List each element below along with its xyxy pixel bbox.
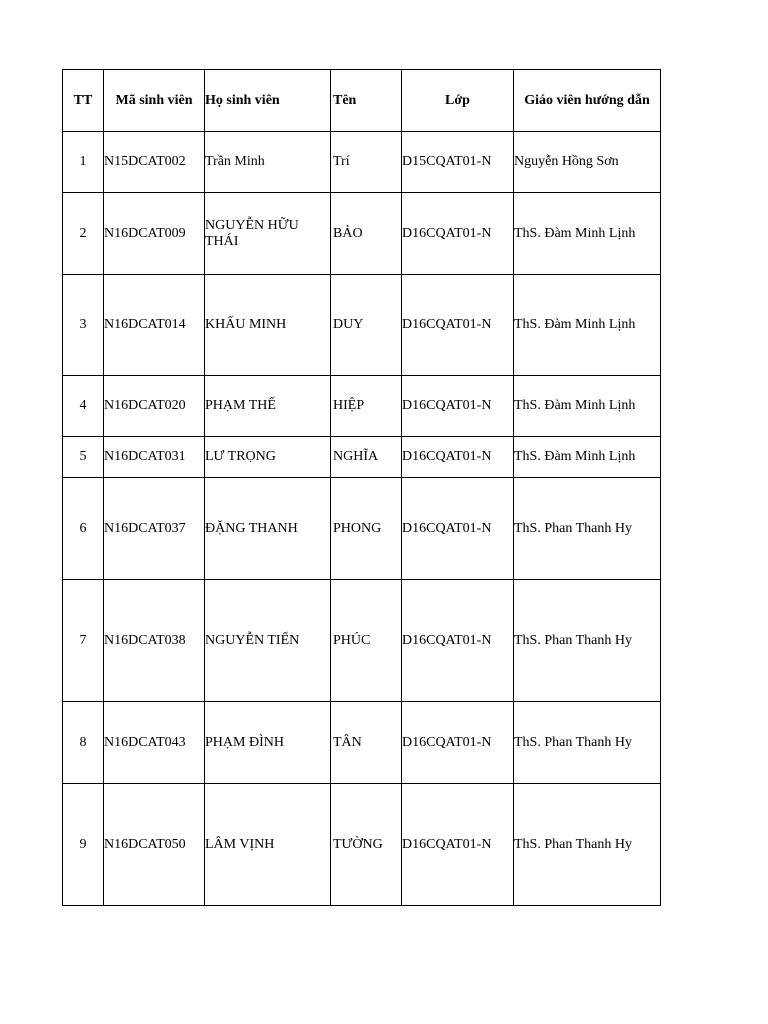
cell-tt: 8 [63, 702, 104, 784]
cell-last-name: PHẠM THẾ [205, 376, 331, 437]
cell-tt: 2 [63, 193, 104, 275]
header-advisor: Giáo viên hướng dẫn [514, 70, 661, 132]
table-row [63, 478, 661, 580]
table-row [63, 193, 661, 275]
table-row [63, 376, 661, 437]
cell-class: D16CQAT01-N [402, 275, 514, 376]
cell-first-name: TÂN [331, 702, 402, 784]
cell-first-name: HIỆP [331, 376, 402, 437]
table-row [63, 132, 661, 193]
cell-student-id: N16DCAT043 [104, 702, 205, 784]
cell-first-name: DUY [331, 275, 402, 376]
cell-class: D16CQAT01-N [402, 784, 514, 906]
cell-last-name: NGUYỄN TIẾN [205, 580, 331, 702]
cell-last-name: LÂM VỊNH [205, 784, 331, 906]
table-header-row [63, 70, 661, 132]
cell-last-name: NGUYỄN HỮU THÁI [205, 193, 331, 275]
cell-tt: 7 [63, 580, 104, 702]
student-advisor-table [62, 69, 661, 906]
cell-tt: 1 [63, 132, 104, 193]
cell-last-name: Trần Minh [205, 132, 331, 193]
table-row [63, 275, 661, 376]
cell-advisor: ThS. Phan Thanh Hy [514, 580, 661, 702]
table-row [63, 702, 661, 784]
cell-advisor: ThS. Đàm Minh Lịnh [514, 437, 661, 478]
cell-class: D16CQAT01-N [402, 376, 514, 437]
cell-last-name: KHẤU MINH [205, 275, 331, 376]
cell-tt: 5 [63, 437, 104, 478]
cell-tt: 4 [63, 376, 104, 437]
cell-student-id: N16DCAT038 [104, 580, 205, 702]
cell-student-id: N15DCAT002 [104, 132, 205, 193]
table-row [63, 437, 661, 478]
cell-advisor: ThS. Phan Thanh Hy [514, 784, 661, 906]
cell-first-name: Trí [331, 132, 402, 193]
cell-student-id: N16DCAT037 [104, 478, 205, 580]
cell-first-name: PHONG [331, 478, 402, 580]
cell-last-name: ĐẶNG THANH [205, 478, 331, 580]
cell-tt: 3 [63, 275, 104, 376]
cell-class: D16CQAT01-N [402, 478, 514, 580]
cell-student-id: N16DCAT050 [104, 784, 205, 906]
cell-first-name: PHÚC [331, 580, 402, 702]
cell-student-id: N16DCAT020 [104, 376, 205, 437]
header-first-name: Tên [331, 70, 402, 132]
cell-last-name: PHẠM ĐÌNH [205, 702, 331, 784]
cell-class: D16CQAT01-N [402, 580, 514, 702]
cell-advisor: ThS. Đàm Minh Lịnh [514, 275, 661, 376]
table-row [63, 580, 661, 702]
cell-student-id: N16DCAT014 [104, 275, 205, 376]
header-student-id: Mã sinh viên [104, 70, 205, 132]
cell-tt: 6 [63, 478, 104, 580]
cell-first-name: NGHĨA [331, 437, 402, 478]
cell-class: D15CQAT01-N [402, 132, 514, 193]
cell-class: D16CQAT01-N [402, 702, 514, 784]
cell-class: D16CQAT01-N [402, 193, 514, 275]
cell-advisor: ThS. Đàm Minh Lịnh [514, 376, 661, 437]
header-class: Lớp [402, 70, 514, 132]
cell-advisor: ThS. Đàm Minh Lịnh [514, 193, 661, 275]
cell-advisor: ThS. Phan Thanh Hy [514, 478, 661, 580]
cell-last-name: LƯ TRỌNG [205, 437, 331, 478]
cell-advisor: Nguyễn Hồng Sơn [514, 132, 661, 193]
cell-advisor: ThS. Phan Thanh Hy [514, 702, 661, 784]
header-tt: TT [63, 70, 104, 132]
header-last-name: Họ sinh viên [205, 70, 331, 132]
cell-class: D16CQAT01-N [402, 437, 514, 478]
cell-first-name: BẢO [331, 193, 402, 275]
cell-student-id: N16DCAT009 [104, 193, 205, 275]
cell-student-id: N16DCAT031 [104, 437, 205, 478]
table-row [63, 784, 661, 906]
cell-tt: 9 [63, 784, 104, 906]
cell-first-name: TƯỜNG [331, 784, 402, 906]
